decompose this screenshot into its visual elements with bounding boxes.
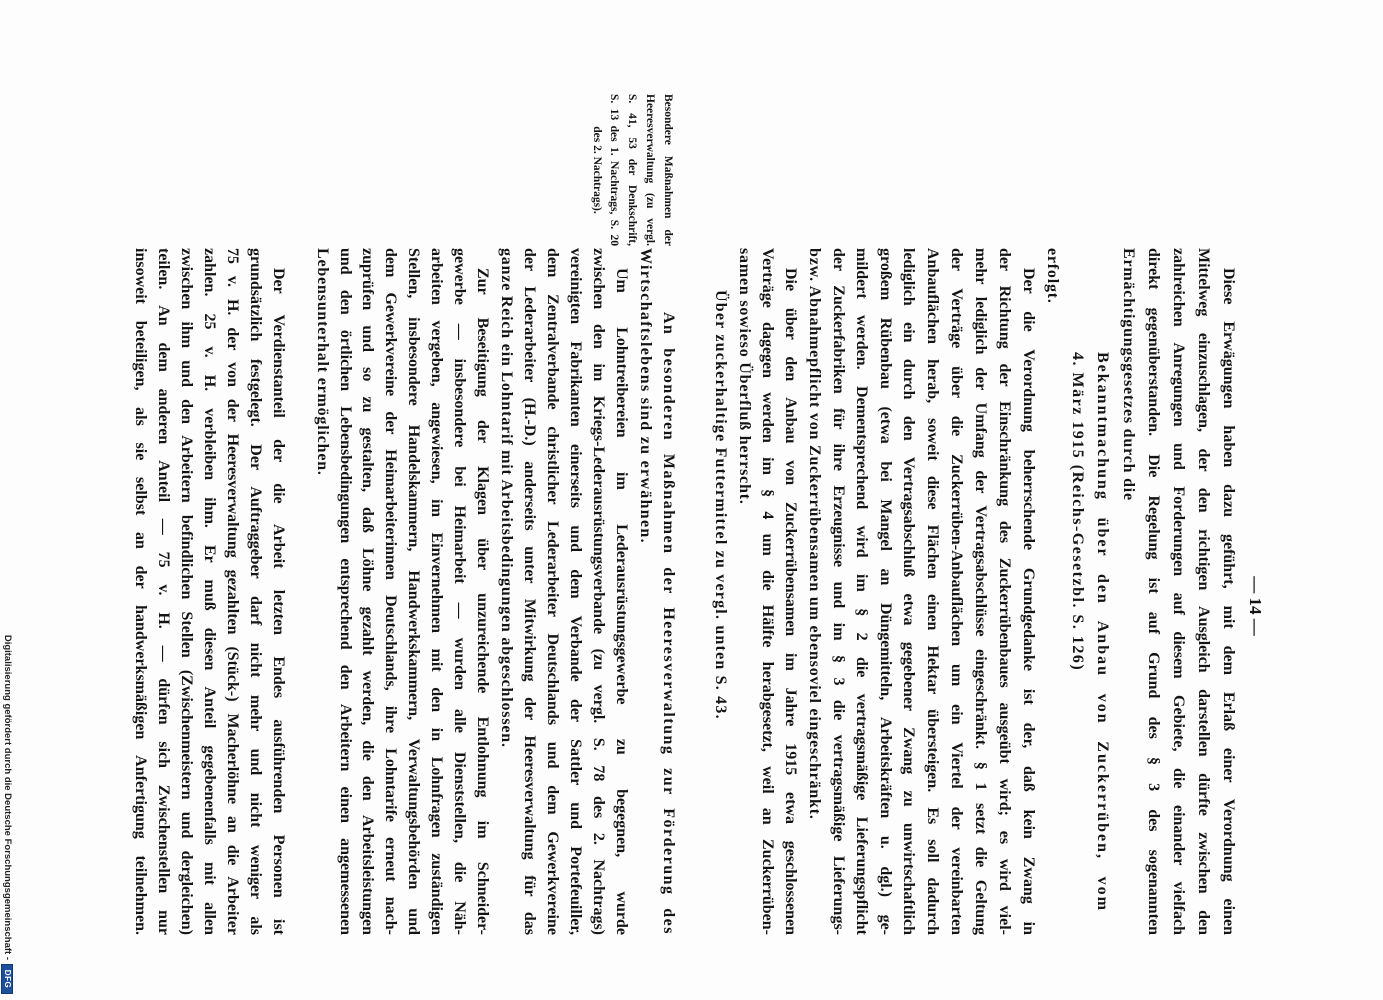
text-line: mehr lediglich der Umfang der Vertragsabschlüsse eingeschränkt. § 1 setzt die Geltung	[972, 248, 989, 935]
text-line: zahlen. 25 v. H. verbleiben ihm. Er muß diesen Anteil gegebenenfalls mit allen	[201, 248, 218, 935]
text-line: Stellen, insbesondere Handelskammern, Handwerkskammern, Verwaltungsbehörden und	[405, 248, 422, 935]
margin-note-line: S. 41, 53 der Denkschrift,	[626, 94, 638, 246]
text-line: zwischen den im Kriegs-Lederausrüstungsverbande (zu vergl. S. 78 des 2. Nachtrags)	[590, 248, 607, 935]
page-number: — 14 —	[1246, 576, 1265, 636]
text-line: zuprüfen und so zu gestalten, daß Löhne gezahlt werden, die den Arbeitsleistungen	[359, 248, 376, 935]
text-line: Wirtschaftslebens sind zu erwähnen.	[637, 248, 654, 544]
text-line: insoweit beteiligen, als sie selbst an der handwerksmäßigen Anfertigung teilnehmen.	[132, 248, 149, 935]
text-line: direkt gegenüberstanden. Die Regelung ist auf Grund des § 3 des sogenannten	[1145, 248, 1162, 935]
margin-note-line: S. 13 des 1. Nachtrags, S. 20	[608, 94, 620, 246]
text-line: Lebensunterhalt ermöglichen.	[314, 248, 331, 476]
text-line: der Verträge über die Zuckerrüben-Anbauflächen um ein Viertel der vereinbarten	[948, 248, 965, 935]
text-line: der Lederarbeiter (H.-D.) anderseits unter Mitwirkung der Heeresverwaltung für das	[521, 248, 538, 935]
text-line: dem Zentralverbande christlicher Lederarbeiter Deutschlands und dem Gewerkvereine	[544, 248, 561, 935]
text-line: Um Lohntreibereien im Lederausrüstungsgewerbe zu begegnen, wurde	[613, 268, 630, 935]
text-line: erfolgt.	[1044, 248, 1061, 304]
text-line: teilen. An dem anderen Anteil — 75 v. H. — dürfen sich Zwischenstellen nur	[155, 248, 172, 935]
text-line: der Richtung der Einschränkung des Zuckerrübenbaues ausgeübt wird; es wird viel-	[996, 248, 1013, 935]
text-line: großem Rübenbau (etwa bei Mangel an Düngemitteln, Arbeitskräften u. dgl.) ge-	[877, 248, 894, 935]
margin-note-line: Heeresverwaltung (zu vergl.	[644, 94, 656, 246]
text-line: der Zuckerfabriken für ihre Erzeugnisse und im § 3 die vertragsmäßige Lieferungs-	[830, 248, 847, 935]
text-line: An besonderen Maßnahmen der Heeresverwaltung zur Förderung des	[660, 312, 677, 935]
text-line: Verträge dagegen werden im § 4 um die Hälfte herabgesetzt, weil an Zuckerrüben-	[759, 248, 776, 935]
text-line: bzw. Abnahmepflicht von Zuckerrübensamen um ebensoviel eingeschränkt.	[806, 248, 823, 820]
text-line: gewerbe — insbesondere bei Heimarbeit — wurden alle Dienststellen, die Näh-	[451, 248, 468, 935]
text-line: und den örtlichen Lebensbedingungen entsprechend den Arbeitern einen angemessenen	[337, 248, 354, 935]
text-line: ganze Reich ein Lohntarif mit Arbeitsbedingungen abgeschlossen.	[498, 248, 515, 748]
text-line: Zur Beseitigung der Klagen über unzureichende Entlohnung im Schneider-	[474, 268, 491, 935]
text-line: 75 v. H. der von der Heeresverwaltung gezahlten (Stück-) Macherlöhne an die Arbeiter	[224, 248, 241, 935]
ordinance-date-line: 4. März 1915 (Reichs-Gesetzbl. S. 126)	[1069, 352, 1086, 672]
text-line: Mittelweg einzuschlagen, der den richtigen Ausgleich darstellen dürfte zwischen den	[1195, 248, 1212, 935]
text-line: dem Gewerkvereine der Heimarbeiterinnen Deutschlands, ihre Lohntarife erneut nach-	[382, 248, 399, 935]
text-line: grundsätzlich festgelegt. Der Auftraggeber darf nicht mehr und nicht weniger als	[247, 248, 264, 935]
text-line: zwischen ihm und den Arbeitern befindlichen Stellen (Zwischenmeistern und dergleichen)	[178, 248, 195, 935]
text-line: lediglich ein durch den Vertragsabschluß etwa gegebener Zwang zu unwirtschaftlich	[900, 248, 917, 935]
text-line: Der Verdienstanteil der die Arbeit letzten Endes ausführenden Personen ist	[270, 268, 287, 935]
text-line: Diese Erwägungen haben dazu geführt, mit dem Erlaß einer Verordnung einen	[1220, 268, 1237, 935]
text-line: arbeiten vergeben, angewiesen, im Einvernehmen mit den in Lohnfragen zuständigen	[428, 248, 445, 935]
dfg-logo: DFG	[1, 964, 13, 994]
text-line: samen sowieso Überfluß herrscht.	[736, 248, 753, 505]
ordinance-title-line: Bekanntmachung über den Anbau von Zuckerrüben, vom	[1094, 352, 1111, 912]
text-line: Der die Verordnung beherrschende Grundgedanke ist der, daß kein Zwang in	[1020, 268, 1037, 935]
cross-reference-line: Über zuckerhaltige Futtermittel zu vergl. unten S. 43.	[712, 290, 729, 720]
margin-note-line: Besondere Maßnahmen der	[662, 94, 674, 246]
margin-note-line: des 2. Nachtrags).	[591, 126, 603, 214]
text-line: zahlreichen Anregungen und Forderungen auf diesem Gebiete, die einander vielfach	[1170, 248, 1187, 935]
text-line: mildert werden. Dementsprechend wird im § 2 die vertragsmäßige Lieferungspflicht	[853, 248, 870, 935]
funding-credit: Digitalisierung gefördert durch die Deutsche Forschungsgemeinschaft -	[2, 634, 13, 960]
text-line: Anbauflächen herab, soweit diese Flächen einen Hektar übersteigen. Es soll dadurch	[924, 248, 941, 935]
text-line: Ermächtigungsgesetzes durch die	[1120, 248, 1137, 501]
text-line: vereinigten Fabrikanten einerseits und dem Verbande der Sattler und Portefeuiller,	[567, 248, 584, 935]
text-line: Die über den Anbau von Zuckerrübensamen im Jahre 1915 etwa geschlossenen	[782, 268, 799, 935]
